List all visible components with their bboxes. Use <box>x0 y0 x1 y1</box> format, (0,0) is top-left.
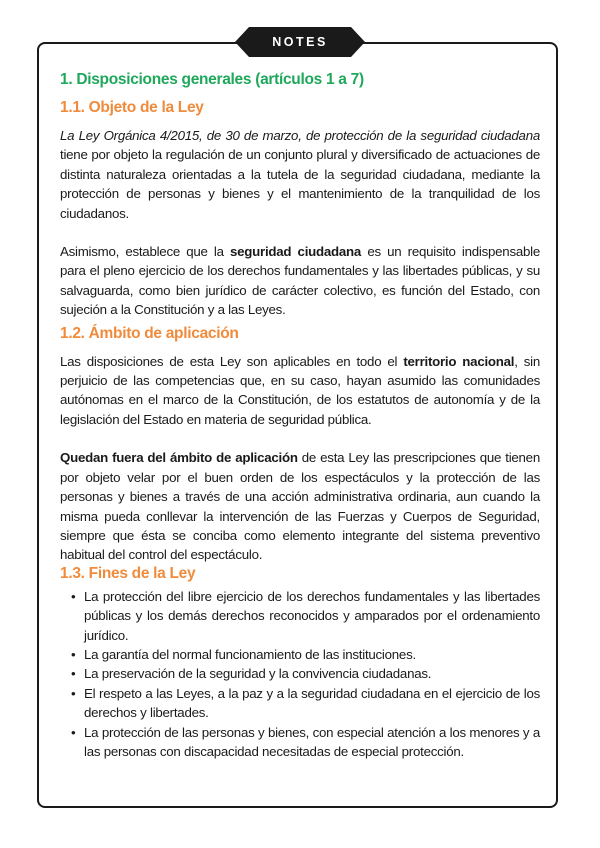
ambito-heading: 1.2. Ámbito de aplicación <box>60 324 239 342</box>
law-title-italic: La Ley Orgánica 4/2015, de 30 de marzo, de protección de la seguridad ciudadana <box>60 128 540 143</box>
list-item: • La preservación de la seguridad y la convivencia ciudadanas. <box>84 664 540 683</box>
list-item: • El respeto a las Leyes, a la paz y a la seguridad ciudadana en el ejercicio de los derechos y libertades. <box>84 684 540 723</box>
notes-tab <box>235 27 365 57</box>
ambito-paragraph-1 <box>60 352 540 430</box>
list-item: • La protección del libre ejercicio de los derechos fundamentales y las libertades públicas y los demás derechos reconocidos y amparados por el ordenamiento jurídico. <box>84 587 540 645</box>
list-item: • La garantía del normal funcionamiento de las instituciones. <box>84 645 540 664</box>
ambito-p2-post: de esta Ley las prescripciones que tienen por objeto velar por el buen orden de los espectáculos y la protección de las personas y bienes a través de una acción administrativa ordinaria, aun cuando la misma pueda conllevar la intervención de las Fuerzas y Cuerpos de Seguridad, siempre que ésta se conciba como elemento integrante del sistema preventivo habitual del control del espectáculo. <box>60 450 540 563</box>
section-heading: 1. Disposiciones generales (artículos 1 a 7) <box>60 71 364 88</box>
objeto-p2-pre: Asimismo, establece que la <box>60 244 231 260</box>
notes-tab-label: NOTES <box>272 35 328 49</box>
objeto-p1-text: tiene por objeto la regulación de un conjunto plural y diversificado de actuaciones de distinta naturaleza orientadas a la tutela de la seguridad ciudadana, mediante la protección de personas y bienes y el mantenimiento de la tranquilidad de los ciudadanos. <box>60 147 540 221</box>
fines-list <box>60 587 540 762</box>
objeto-p2-bold: seguridad ciudadana <box>230 244 362 260</box>
list-item: • La protección de las personas y bienes, con especial atención a los menores y a las personas con discapacidad necesitadas de especial protección. <box>84 723 540 762</box>
fines-heading: 1.3. Fines de la Ley <box>60 564 196 582</box>
ambito-p1-post: , sin perjuicio de las competencias que, en su caso, hayan asumido las comunidades autónomas en el marco de la Constitución, de los estatutos de autonomía y de la legislación del Estado en materia de seguridad pública. <box>60 353 541 427</box>
ambito-p1-bold: territorio nacional <box>403 353 515 369</box>
objeto-heading: 1.1. Objeto de la Ley <box>60 99 204 116</box>
objeto-paragraph-1 <box>60 126 540 223</box>
objeto-paragraph-2 <box>60 242 540 320</box>
objeto-p2-post: es un requisito indispensable para el pleno ejercicio de los derechos fundamentales y las libertades públicas, y su salvaguarda, como bien jurídico de carácter colectivo, es función del Estado, con sujeción a la Constitución y a las Leyes. <box>60 244 540 318</box>
ambito-p1-pre: Las disposiciones de esta Ley son aplicables en todo el <box>60 353 404 369</box>
ambito-p2-bold: Quedan fuera del ámbito de aplicación <box>60 450 298 466</box>
notes-content <box>60 71 540 761</box>
ambito-paragraph-2 <box>60 448 540 564</box>
